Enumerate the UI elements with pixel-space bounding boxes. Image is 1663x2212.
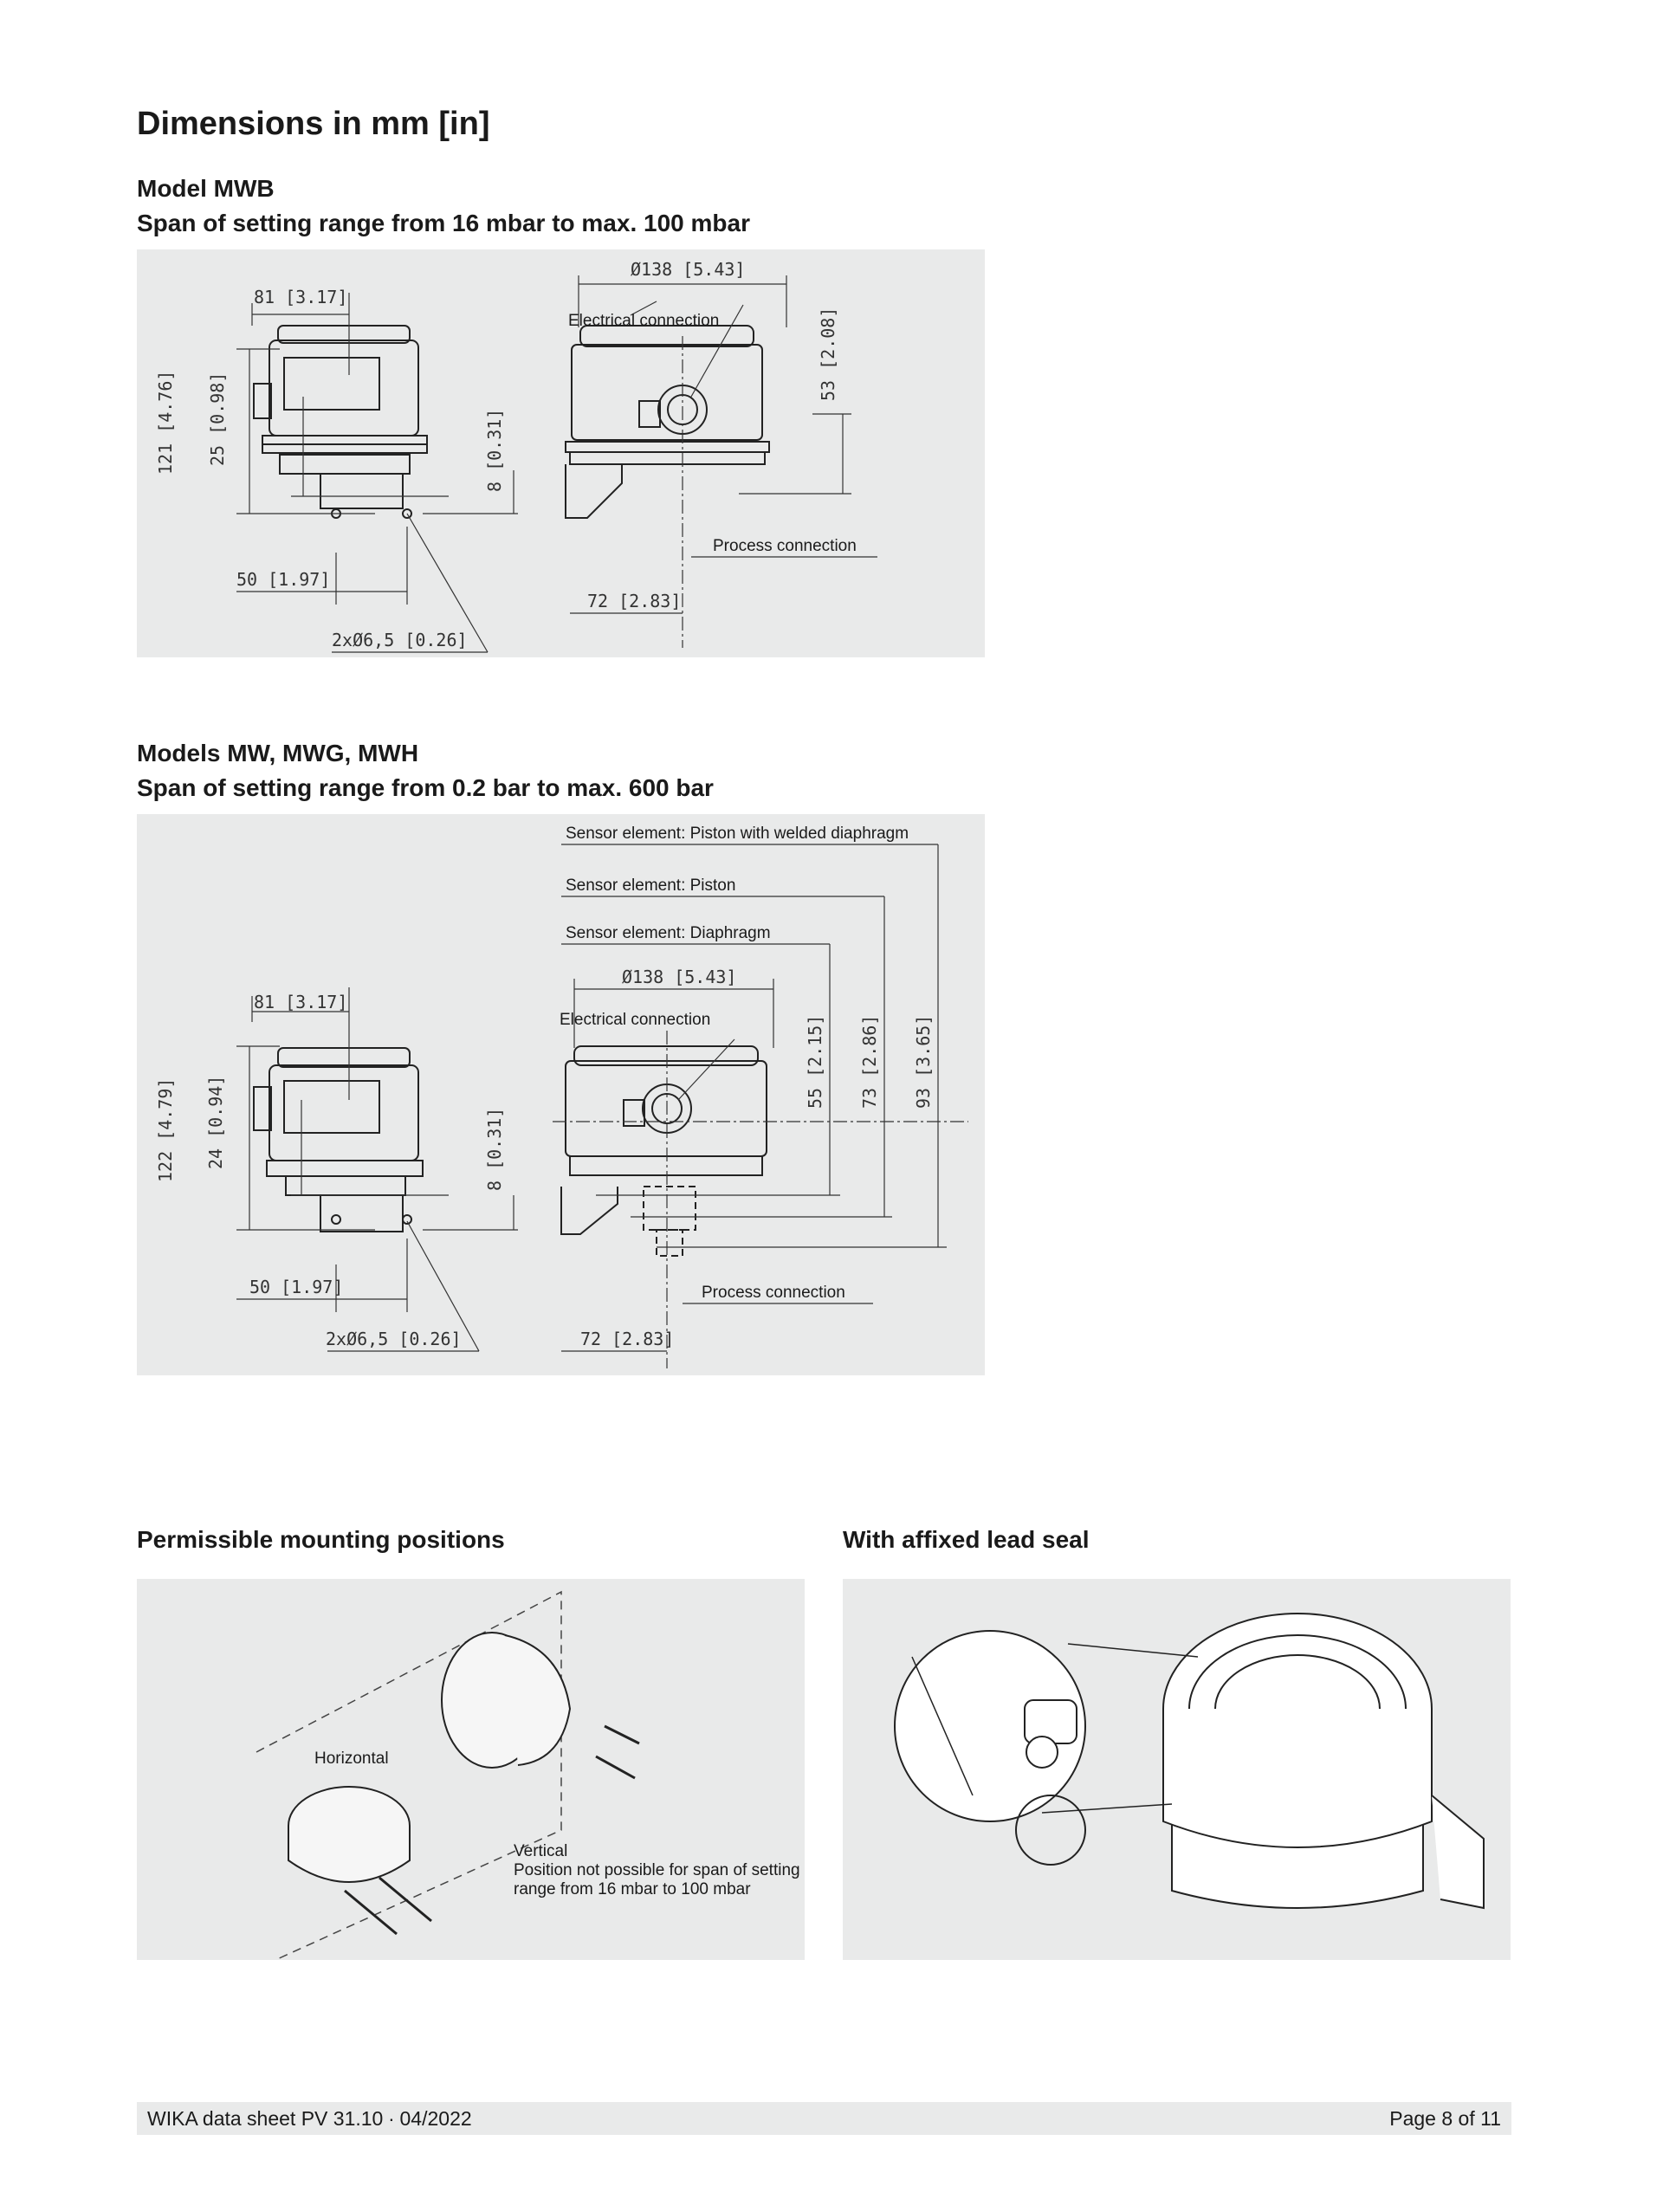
footer-bar <box>137 2102 1511 2135</box>
mwb-heading: Model MWB <box>137 175 275 202</box>
mwb-dim-height-total: 121 [4.76] <box>155 370 176 475</box>
mwb-dim-height-process: 53 [2.08] <box>818 307 838 401</box>
mw-dim-holes: 2xØ6,5 [0.26] <box>326 1329 462 1349</box>
mw-label-electrical: Electrical connection <box>560 1011 711 1029</box>
mw-dim-diameter: Ø138 [5.43] <box>622 967 737 987</box>
mwb-flange-1 <box>262 436 427 444</box>
mwb-dim-offset-process: 72 [2.83] <box>587 591 682 611</box>
seal-panel <box>843 1579 1511 1960</box>
mw-dim-height-total: 122 [4.79] <box>155 1077 176 1182</box>
mw-dim-h-diaphragm: 55 [2.15] <box>805 1014 825 1109</box>
mw-label-process: Process connection <box>702 1284 845 1302</box>
mw-heading: Models MW, MWG, MWH <box>137 740 419 766</box>
mwb-drawing-panel <box>137 249 985 657</box>
mounting-heading: Permissible mounting positions <box>137 1526 505 1553</box>
mwb-subheading: Span of setting range from 16 mbar to max. 100 mbar <box>137 210 750 236</box>
mwb-dim-width-top: 81 [3.17] <box>254 287 348 307</box>
mw-dim-h-piston-welded: 93 [3.65] <box>913 1014 934 1109</box>
page-title: Dimensions in mm [in] <box>137 106 490 142</box>
mwb-dim-height-flange: 25 [0.98] <box>207 372 228 466</box>
mwb-dim-holes: 2xØ6,5 [0.26] <box>332 630 468 650</box>
footer-page-number: Page 8 of 11 <box>1389 2107 1501 2130</box>
mw-housing-side <box>269 1065 418 1161</box>
mwb-label-process: Process connection <box>713 537 857 555</box>
mounting-vertical-note-1: Position not possible for span of setting <box>514 1861 800 1879</box>
mwb-base <box>280 455 410 474</box>
mw-dimension-drawing <box>137 814 985 1375</box>
mwb-flange-2 <box>262 444 427 453</box>
mw-dim-hole-spacing: 50 [1.97] <box>249 1277 344 1297</box>
mw-label-sensor-diaphragm: Sensor element: Diaphragm <box>566 924 771 942</box>
mwb-bracket <box>320 474 403 508</box>
mw-drawing-panel <box>137 814 985 1375</box>
mwb-dim-height-bracket: 8 [0.31] <box>484 408 505 492</box>
mw-housing-front <box>566 1061 767 1156</box>
mwb-dim-diameter: Ø138 [5.43] <box>631 259 746 280</box>
mw-label-sensor-piston: Sensor element: Piston <box>566 876 736 895</box>
mwb-dim-hole-spacing: 50 [1.97] <box>236 569 331 590</box>
footer-doc-ref: WIKA data sheet PV 31.10 ∙ 04/2022 <box>147 2107 472 2130</box>
mounting-horizontal-label: Horizontal <box>314 1750 389 1768</box>
mounting-panel <box>137 1579 805 1960</box>
mounting-vertical-label: Vertical <box>514 1842 568 1860</box>
mw-dim-height-flange: 24 [0.94] <box>205 1075 226 1169</box>
mw-label-sensor-welded: Sensor element: Piston with welded diaphragm <box>566 825 909 843</box>
mwb-housing-side <box>269 340 418 436</box>
lead-seal-illustration <box>843 1579 1511 1960</box>
mwb-label-electrical: Electrical connection <box>568 312 720 330</box>
mwb-dimension-drawing <box>137 249 985 657</box>
mw-dim-height-bracket: 8 [0.31] <box>484 1107 505 1191</box>
mounting-illustration <box>137 1579 805 1960</box>
seal-heading: With affixed lead seal <box>843 1526 1090 1553</box>
mwb-label-plate <box>284 358 379 410</box>
mounting-vertical-note-2: range from 16 mbar to 100 mbar <box>514 1880 751 1898</box>
mw-subheading: Span of setting range from 0.2 bar to max. 600 bar <box>137 774 714 801</box>
mw-dim-h-piston: 73 [2.86] <box>859 1014 880 1109</box>
mwb-housing-front <box>572 345 762 440</box>
mw-dim-offset-process: 72 [2.83] <box>580 1329 675 1349</box>
mw-dim-width-top: 81 [3.17] <box>254 992 348 1012</box>
